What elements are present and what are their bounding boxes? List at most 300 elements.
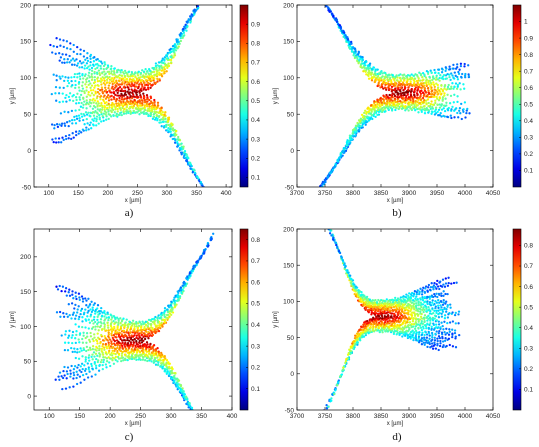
track-point xyxy=(210,443,212,445)
track-point xyxy=(382,75,384,77)
track-point xyxy=(78,72,80,74)
track-point xyxy=(345,358,347,360)
track-point xyxy=(426,323,428,325)
track-point xyxy=(71,342,73,344)
track-point xyxy=(155,65,157,67)
track-point xyxy=(457,71,459,73)
track-point xyxy=(180,385,182,387)
track-point xyxy=(330,397,332,399)
track-point xyxy=(206,431,208,433)
track-point xyxy=(165,124,167,126)
track-point xyxy=(179,139,181,141)
track-point xyxy=(90,314,92,316)
track-point xyxy=(68,289,70,291)
track-point xyxy=(82,332,84,334)
track-point xyxy=(444,317,446,319)
track-point xyxy=(85,126,87,128)
track-point xyxy=(418,107,420,109)
track-point xyxy=(82,128,84,130)
track-point xyxy=(125,331,127,333)
track-point xyxy=(421,332,423,334)
track-point xyxy=(446,116,448,118)
track-point xyxy=(371,311,373,313)
track-point xyxy=(438,332,440,334)
track-point xyxy=(432,312,434,314)
track-point xyxy=(326,177,328,179)
track-point xyxy=(95,358,97,360)
track-point xyxy=(379,307,381,309)
track-point xyxy=(128,80,130,82)
track-point xyxy=(65,100,67,102)
track-point xyxy=(85,129,87,131)
track-point xyxy=(405,99,407,101)
track-point xyxy=(440,322,442,324)
track-point xyxy=(78,358,80,360)
track-point xyxy=(143,71,145,73)
track-point xyxy=(183,390,185,392)
track-point xyxy=(208,436,210,438)
track-point xyxy=(393,306,395,308)
track-point xyxy=(96,67,98,69)
track-point xyxy=(58,52,60,54)
track-point xyxy=(120,71,122,73)
track-point xyxy=(88,359,90,361)
track-point xyxy=(424,331,426,333)
track-point xyxy=(186,155,188,157)
track-point xyxy=(394,97,396,99)
track-point xyxy=(175,38,177,40)
track-point xyxy=(202,427,204,429)
track-point xyxy=(450,86,452,88)
track-point xyxy=(360,331,362,333)
track-point xyxy=(88,68,90,70)
track-point xyxy=(435,347,437,349)
track-point xyxy=(71,294,73,296)
track-point xyxy=(63,139,65,141)
track-point xyxy=(73,116,75,118)
track-point xyxy=(94,81,96,83)
track-point xyxy=(82,298,84,300)
track-point xyxy=(449,303,451,305)
track-point xyxy=(100,310,102,312)
track-point xyxy=(205,432,207,434)
track-point xyxy=(204,430,206,432)
track-point xyxy=(132,78,134,80)
track-point xyxy=(437,299,439,301)
track-point xyxy=(447,316,449,318)
track-point xyxy=(422,72,424,74)
track-point xyxy=(439,106,441,108)
track-point xyxy=(84,318,86,320)
track-point xyxy=(56,79,58,81)
track-point xyxy=(107,64,109,66)
track-point xyxy=(76,93,78,95)
track-point xyxy=(147,331,149,333)
track-point xyxy=(101,315,103,317)
track-point xyxy=(446,322,448,324)
track-point xyxy=(105,72,107,74)
track-point xyxy=(82,106,84,108)
track-point xyxy=(443,331,445,333)
track-point xyxy=(118,99,120,101)
track-point xyxy=(394,309,396,311)
track-point xyxy=(340,154,342,156)
track-point xyxy=(439,312,441,314)
track-point xyxy=(134,71,136,73)
track-point xyxy=(193,413,195,415)
track-point xyxy=(141,79,143,81)
x-axis-label: x [µm] xyxy=(124,421,142,427)
track-point xyxy=(167,305,169,307)
track-point xyxy=(78,120,80,122)
track-point xyxy=(116,317,118,319)
track-point xyxy=(90,112,92,114)
track-point xyxy=(55,53,57,55)
track-point xyxy=(171,123,173,125)
track-point xyxy=(125,78,127,80)
track-point xyxy=(100,78,102,80)
track-point xyxy=(100,120,102,122)
track-point xyxy=(74,323,76,325)
track-point xyxy=(434,102,436,104)
track-point xyxy=(413,323,415,325)
track-point xyxy=(79,375,81,377)
track-point xyxy=(164,111,166,113)
colorbar-tick-label: 0.4 xyxy=(251,322,261,330)
track-point xyxy=(445,308,447,310)
track-point xyxy=(401,335,403,337)
track-point xyxy=(88,327,90,329)
track-point xyxy=(199,258,201,260)
track-point xyxy=(115,321,117,323)
track-point xyxy=(205,430,207,432)
track-point xyxy=(420,302,422,304)
track-point xyxy=(429,334,431,336)
track-point xyxy=(429,96,431,98)
track-point xyxy=(75,377,77,379)
track-point xyxy=(429,317,431,319)
track-point xyxy=(356,332,358,334)
track-point xyxy=(362,323,364,325)
track-point xyxy=(350,346,352,348)
track-point xyxy=(85,356,87,358)
track-point xyxy=(393,330,395,332)
track-point xyxy=(358,119,360,121)
track-point xyxy=(63,316,65,318)
track-point xyxy=(183,156,185,158)
track-point xyxy=(441,309,443,311)
track-point xyxy=(447,304,449,306)
track-point xyxy=(65,94,67,96)
track-point xyxy=(138,86,140,88)
track-point xyxy=(78,81,80,83)
track-point xyxy=(62,286,64,288)
track-point xyxy=(81,338,83,340)
track-point xyxy=(75,298,77,300)
track-point xyxy=(97,100,99,102)
track-point xyxy=(314,197,316,199)
x-tick-label: 100 xyxy=(43,413,55,420)
track-point xyxy=(79,98,81,100)
track-point xyxy=(394,109,396,111)
track-point xyxy=(467,73,469,75)
track-point xyxy=(90,121,92,123)
track-point xyxy=(203,252,205,254)
track-point xyxy=(425,310,427,312)
colorbar xyxy=(240,5,260,187)
track-point xyxy=(92,123,94,125)
track-point xyxy=(117,322,119,324)
track-point xyxy=(62,100,64,102)
track-point xyxy=(62,370,64,372)
track-point xyxy=(394,81,396,83)
track-point xyxy=(417,323,419,325)
track-point xyxy=(381,317,383,319)
track-point xyxy=(405,84,407,86)
track-point xyxy=(198,420,200,422)
track-point xyxy=(203,428,205,430)
track-point xyxy=(51,93,53,95)
track-point xyxy=(108,76,110,78)
track-point xyxy=(103,322,105,324)
track-point xyxy=(121,75,123,77)
track-point xyxy=(409,336,411,338)
track-point xyxy=(155,364,157,366)
track-point xyxy=(88,115,90,117)
track-point xyxy=(407,312,409,314)
track-point xyxy=(103,359,105,361)
track-point xyxy=(434,339,436,341)
track-point xyxy=(94,79,96,81)
track-point xyxy=(124,353,126,355)
track-point xyxy=(435,323,437,325)
track-point xyxy=(108,106,110,108)
track-point xyxy=(75,115,77,117)
track-point xyxy=(80,94,82,96)
track-point xyxy=(87,93,89,95)
track-point xyxy=(93,60,95,62)
track-point xyxy=(394,87,396,89)
track-point xyxy=(334,166,336,168)
track-point xyxy=(198,420,200,422)
track-point xyxy=(439,342,441,344)
track-point xyxy=(409,321,411,323)
track-point xyxy=(160,352,162,354)
track-point xyxy=(114,111,116,113)
track-point xyxy=(81,349,83,351)
track-point xyxy=(88,80,90,82)
x-tick-label: 4000 xyxy=(457,190,473,197)
x-tick-label: 100 xyxy=(43,190,55,197)
track-point xyxy=(84,308,86,310)
track-point xyxy=(145,321,147,323)
track-point xyxy=(456,101,458,103)
track-point xyxy=(62,92,64,94)
track-point xyxy=(93,87,95,89)
track-point xyxy=(339,375,341,377)
track-point xyxy=(440,300,442,302)
track-point xyxy=(424,108,426,110)
track-point xyxy=(127,91,129,93)
track-point xyxy=(78,305,80,307)
track-point xyxy=(384,315,386,317)
track-point xyxy=(54,92,56,94)
track-point xyxy=(87,362,89,364)
track-point xyxy=(121,355,123,357)
track-point xyxy=(69,375,71,377)
track-point xyxy=(78,96,80,98)
track-point xyxy=(94,312,96,314)
track-point xyxy=(126,86,128,88)
track-point xyxy=(117,108,119,110)
track-point xyxy=(88,319,90,321)
track-point xyxy=(462,83,464,85)
track-point xyxy=(98,69,100,71)
track-point xyxy=(134,75,136,77)
track-point xyxy=(55,86,57,88)
track-point xyxy=(166,308,168,310)
x-tick-label: 3750 xyxy=(317,190,333,197)
colorbar-tick-label: 0.8 xyxy=(251,236,261,244)
track-point xyxy=(83,364,85,366)
track-point xyxy=(167,52,169,54)
track-point xyxy=(115,356,117,358)
track-point xyxy=(319,421,321,423)
track-point xyxy=(170,61,172,63)
colorbar-tick-label: 0.3 xyxy=(524,134,534,142)
track-point xyxy=(71,84,73,86)
x-tick-label: 3850 xyxy=(373,190,389,197)
y-tick-label: 100 xyxy=(20,323,31,331)
track-point xyxy=(404,105,406,107)
track-point xyxy=(110,109,112,111)
track-point xyxy=(425,327,427,329)
track-point xyxy=(65,330,67,332)
track-point xyxy=(126,318,128,320)
track-point xyxy=(419,310,421,312)
track-point xyxy=(442,304,444,306)
track-point xyxy=(424,314,426,316)
track-point xyxy=(60,141,62,143)
track-point xyxy=(55,37,57,39)
y-tick-label: 100 xyxy=(20,75,31,83)
track-point xyxy=(407,86,409,88)
track-point xyxy=(112,357,114,359)
track-point xyxy=(111,70,113,72)
track-point xyxy=(378,322,380,324)
track-point xyxy=(97,337,99,339)
track-point xyxy=(431,342,433,344)
track-point xyxy=(426,78,428,80)
track-point xyxy=(352,129,354,131)
track-point xyxy=(142,359,144,361)
track-point xyxy=(445,328,447,330)
track-point xyxy=(105,363,107,365)
track-point xyxy=(104,337,106,339)
track-point xyxy=(83,113,85,115)
track-point xyxy=(434,333,436,335)
track-point xyxy=(421,329,423,331)
track-point xyxy=(135,337,137,339)
track-point xyxy=(191,13,193,15)
track-point xyxy=(194,172,196,174)
track-point xyxy=(201,424,203,426)
track-point xyxy=(101,350,103,352)
track-point xyxy=(100,102,102,104)
track-point xyxy=(419,95,421,97)
track-point xyxy=(67,58,69,60)
track-point xyxy=(409,333,411,335)
track-point xyxy=(103,112,105,114)
track-point xyxy=(426,346,428,348)
track-point xyxy=(190,163,192,165)
track-point xyxy=(53,127,55,129)
track-point xyxy=(414,73,416,75)
track-point xyxy=(420,98,422,100)
track-point xyxy=(336,384,338,386)
track-point xyxy=(65,387,67,389)
track-point xyxy=(414,102,416,104)
track-point xyxy=(169,304,171,306)
colorbar-gradient xyxy=(513,5,521,187)
track-point xyxy=(404,325,406,327)
track-point xyxy=(390,315,392,317)
track-point xyxy=(210,443,212,445)
track-point xyxy=(442,295,444,297)
track-point xyxy=(79,78,81,80)
track-point xyxy=(143,95,145,97)
track-point xyxy=(69,369,71,371)
track-point xyxy=(89,303,91,305)
track-point xyxy=(119,322,121,324)
track-point xyxy=(384,321,386,323)
track-point xyxy=(118,97,120,99)
track-point xyxy=(346,36,348,38)
track-point xyxy=(135,340,137,342)
track-point xyxy=(337,159,339,161)
track-point xyxy=(368,309,370,311)
track-point xyxy=(452,77,454,79)
track-point xyxy=(117,69,119,71)
track-point xyxy=(58,379,60,381)
track-point xyxy=(335,17,337,19)
track-point xyxy=(136,348,138,350)
track-point xyxy=(153,116,155,118)
track-point xyxy=(121,83,123,85)
track-point xyxy=(382,95,384,97)
track-point xyxy=(335,163,337,165)
track-point xyxy=(153,74,155,76)
track-point xyxy=(133,99,135,101)
track-point xyxy=(88,354,90,356)
track-point xyxy=(382,109,384,111)
track-point xyxy=(75,99,77,101)
track-point xyxy=(98,352,100,354)
track-point xyxy=(377,68,379,70)
track-point xyxy=(168,117,170,119)
track-point xyxy=(103,94,105,96)
track-point xyxy=(426,70,428,72)
track-point xyxy=(375,79,377,81)
track-point xyxy=(108,81,110,83)
track-point xyxy=(76,351,78,353)
track-point xyxy=(119,317,121,319)
track-point xyxy=(102,356,104,358)
track-point xyxy=(79,332,81,334)
track-point xyxy=(85,358,87,360)
track-point xyxy=(454,71,456,73)
track-point xyxy=(64,290,66,292)
